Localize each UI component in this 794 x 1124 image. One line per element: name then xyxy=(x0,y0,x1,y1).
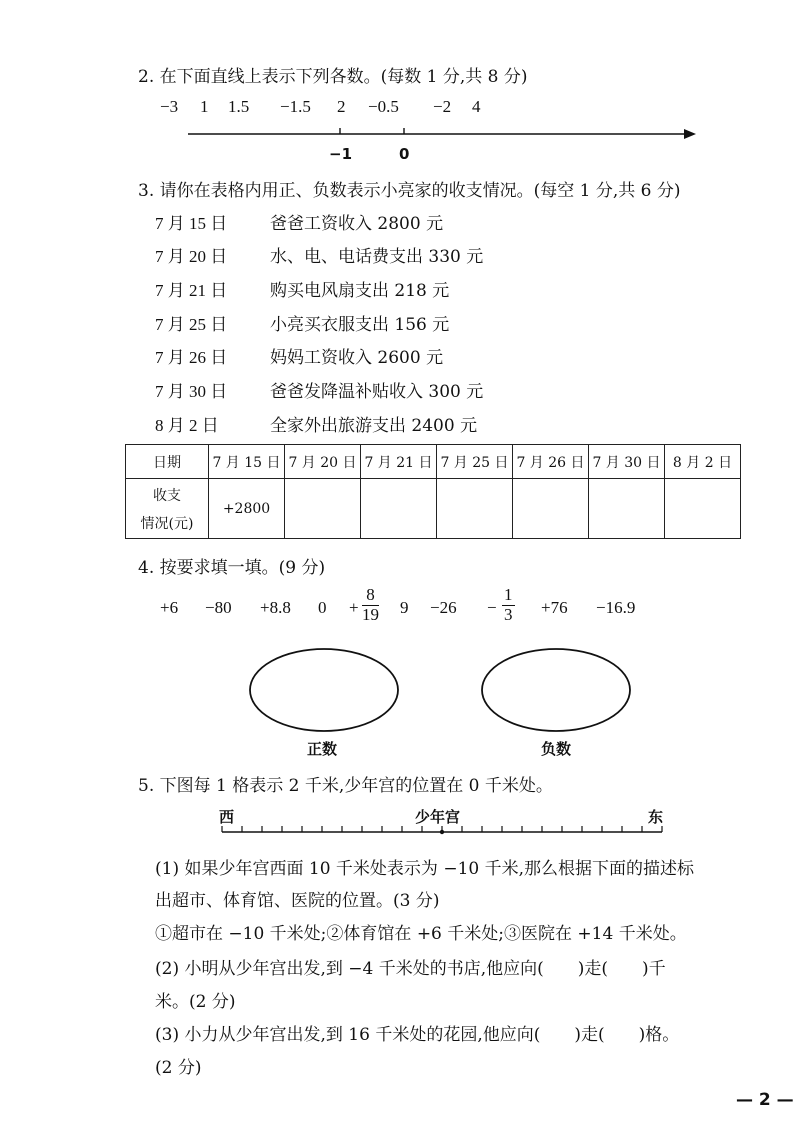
negative-ellipse[interactable] xyxy=(482,649,630,731)
record-desc: 水、电、电话费支出 330 元 xyxy=(270,247,484,267)
q5-part1-line2: 出超市、体育馆、医院的位置。(3 分) xyxy=(155,891,440,911)
q4-ellipses xyxy=(0,640,794,740)
q4-fraction xyxy=(362,586,379,624)
q2-axis-label: −1 xyxy=(329,145,353,163)
q4-frac-sign: + xyxy=(349,598,359,617)
q2-number: −3 xyxy=(160,97,179,116)
record-desc: 全家外出旅游支出 2400 元 xyxy=(270,416,478,436)
frac-denominator: 3 xyxy=(504,604,513,624)
positive-ellipse[interactable] xyxy=(250,649,398,731)
row-label-line: 收支 xyxy=(153,487,181,504)
row-label-line: 情况(元) xyxy=(140,515,194,532)
table-value-cell[interactable] xyxy=(361,479,437,539)
q5-part1-line1: (1) 如果少年宫西面 10 千米处表示为 −10 千米,那么根据下面的描述标 xyxy=(155,859,695,879)
record-desc: 爸爸发降温补贴收入 300 元 xyxy=(270,382,484,402)
q2-number: 1 xyxy=(200,97,209,116)
table-header-label: 日期 xyxy=(126,445,209,479)
table-date-cell: 7 月 26 日 xyxy=(513,445,589,479)
record-desc: 妈妈工资收入 2600 元 xyxy=(270,348,444,368)
q2-number: 1.5 xyxy=(228,97,250,116)
q3-title: 3. 请你在表格内用正、负数表示小亮家的收支情况。(每空 1 分,共 6 分) xyxy=(138,181,681,201)
table-date-cell: 7 月 21 日 xyxy=(361,445,437,479)
q4-number: −16.9 xyxy=(596,598,636,617)
record-date: 7 月 30 日 xyxy=(155,382,228,401)
table-date-cell: 7 月 15 日 xyxy=(209,445,285,479)
center-label: 少年宫 xyxy=(415,808,461,826)
q2-title: 2. 在下面直线上表示下列各数。(每数 1 分,共 8 分) xyxy=(138,67,528,87)
table-value-cell[interactable] xyxy=(589,479,665,539)
q5-part2-line1: (2) 小明从少年宫出发,到 −4 千米处的书店,他应向( )走( )千 xyxy=(155,959,666,979)
table-date-cell: 7 月 25 日 xyxy=(437,445,513,479)
record-desc: 爸爸工资收入 2800 元 xyxy=(270,214,444,234)
table-value-cell[interactable] xyxy=(437,479,513,539)
table-value-cell[interactable] xyxy=(665,479,741,539)
record-date: 7 月 25 日 xyxy=(155,315,228,334)
table-date-cell: 7 月 20 日 xyxy=(285,445,361,479)
q2-axis-label: 0 xyxy=(399,145,410,163)
negative-label: 负数 xyxy=(541,740,572,758)
record-date: 7 月 26 日 xyxy=(155,348,228,367)
frac-numerator: 1 xyxy=(504,585,513,604)
q2-number-line[interactable] xyxy=(0,0,794,170)
q5-direction-line[interactable] xyxy=(0,820,794,850)
q2-number: 4 xyxy=(472,97,481,116)
frac-numerator: 8 xyxy=(362,586,379,606)
q4-number: +76 xyxy=(541,598,568,617)
table-date-cell: 8 月 2 日 xyxy=(665,445,741,479)
table-value-cell[interactable] xyxy=(285,479,361,539)
q4-title: 4. 按要求填一填。(9 分) xyxy=(138,558,326,578)
q4-number: +8.8 xyxy=(260,598,291,617)
q4-number: 0 xyxy=(318,598,327,617)
q4-frac-sign: − xyxy=(487,598,497,617)
q4-number: −26 xyxy=(430,598,457,617)
q5-part2-line2: 米。(2 分) xyxy=(155,992,236,1012)
q4-number: −80 xyxy=(205,598,232,617)
frac-denominator: 19 xyxy=(362,604,379,624)
q2-number: −0.5 xyxy=(368,97,399,116)
record-date: 8 月 2 日 xyxy=(155,416,219,435)
west-label: 西 xyxy=(219,808,235,826)
record-date: 7 月 20 日 xyxy=(155,247,228,266)
table-value-cell: +2800 xyxy=(209,479,285,539)
q2-number: −1.5 xyxy=(280,97,311,116)
q5-part3-line1: (3) 小力从少年宫出发,到 16 千米处的花园,他应向( )走( )格。 xyxy=(155,1025,680,1045)
record-date: 7 月 15 日 xyxy=(155,214,228,233)
table-date-cell: 7 月 30 日 xyxy=(589,445,665,479)
positive-label: 正数 xyxy=(307,740,338,758)
record-desc: 小亮买衣服支出 156 元 xyxy=(270,315,450,335)
q4-number: +6 xyxy=(160,598,179,617)
q5-part1-line3: ①超市在 −10 千米处;②体育馆在 +6 千米处;③医院在 +14 千米处。 xyxy=(155,924,687,944)
q2-number: −2 xyxy=(433,97,452,116)
q2-number: 2 xyxy=(337,97,346,116)
record-desc: 购买电风扇支出 218 元 xyxy=(270,281,450,301)
table-value-cell[interactable] xyxy=(513,479,589,539)
page-number: — 2 — xyxy=(736,1090,794,1110)
q4-number: 9 xyxy=(400,598,409,617)
income-table xyxy=(125,444,741,539)
east-label: 东 xyxy=(648,808,664,826)
q4-fraction xyxy=(502,586,515,624)
q5-part3-line2: (2 分) xyxy=(155,1058,202,1078)
center-dot xyxy=(440,830,444,834)
q5-title: 5. 下图每 1 格表示 2 千米,少年宫的位置在 0 千米处。 xyxy=(138,776,553,796)
record-date: 7 月 21 日 xyxy=(155,281,228,300)
table-row-label xyxy=(126,479,209,539)
